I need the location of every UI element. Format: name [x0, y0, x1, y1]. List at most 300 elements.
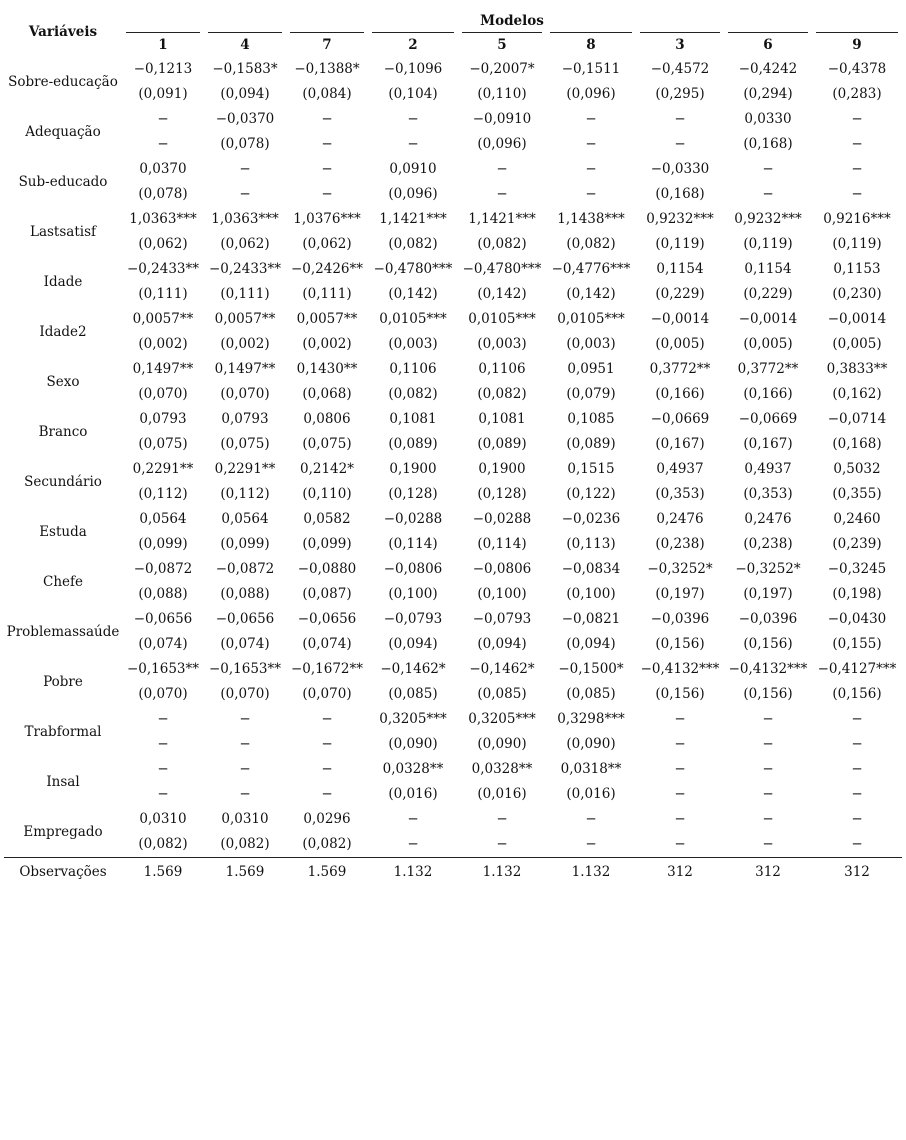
std-error-cell: (0,016) — [566, 786, 616, 802]
std-error-cell: − — [851, 136, 863, 152]
std-error-cell: (0,128) — [388, 486, 438, 502]
coef-row — [4, 357, 902, 382]
coefficient-cell: 0,5032 — [833, 461, 881, 477]
observations-value: 1.569 — [204, 857, 286, 885]
coefficient-cell: 0,0310 — [221, 811, 269, 827]
coef-row — [4, 807, 902, 832]
coefficient-cell: 1,0363*** — [211, 211, 279, 227]
std-error-cell: (0,128) — [477, 486, 527, 502]
std-error-cell: − — [321, 186, 333, 202]
std-error-row — [4, 732, 902, 757]
coefficient-cell: 1,0376*** — [293, 211, 361, 227]
std-error-cell: (0,082) — [566, 236, 616, 252]
std-error-cell: (0,355) — [832, 486, 882, 502]
std-error-cell: (0,074) — [138, 636, 188, 652]
coefficient-cell: − — [851, 761, 863, 777]
std-error-cell: (0,070) — [220, 386, 270, 402]
coefficient-cell: 0,2476 — [656, 511, 704, 527]
coefficient-cell: 0,1497** — [214, 361, 276, 377]
std-error-cell: (0,168) — [743, 136, 793, 152]
std-error-cell: (0,003) — [566, 336, 616, 352]
coefficient-cell: −0,1583* — [212, 61, 278, 77]
std-error-cell: (0,089) — [388, 436, 438, 452]
std-error-cell: (0,075) — [138, 436, 188, 452]
coefficient-cell: −0,4132*** — [640, 661, 720, 677]
coefficient-cell: 0,0105*** — [379, 311, 447, 327]
model-number: 2 — [368, 31, 458, 57]
coefficient-cell: − — [762, 711, 774, 727]
std-error-cell: (0,119) — [832, 236, 882, 252]
std-error-cell: (0,094) — [388, 636, 438, 652]
std-error-cell: − — [321, 786, 333, 802]
coefficient-cell: 0,9216*** — [823, 211, 891, 227]
model-number: 1 — [122, 31, 204, 57]
std-error-cell: − — [762, 786, 774, 802]
coef-row — [4, 707, 902, 732]
std-error-row — [4, 282, 902, 307]
observations-label: Observações — [4, 857, 122, 885]
coefficient-cell: − — [851, 111, 863, 127]
std-error-cell: (0,002) — [220, 336, 270, 352]
coefficient-cell: − — [762, 761, 774, 777]
coefficient-cell: − — [321, 761, 333, 777]
model-number: 6 — [724, 31, 812, 57]
coefficient-cell: 0,0370 — [139, 161, 187, 177]
coef-row — [4, 57, 902, 82]
std-error-cell: (0,096) — [477, 136, 527, 152]
coefficient-cell: −0,4127*** — [817, 661, 897, 677]
coefficient-cell: 0,0318** — [560, 761, 622, 777]
observations-value: 1.132 — [458, 857, 546, 885]
variable-label: Pobre — [43, 674, 83, 690]
coefficient-cell: −0,0834 — [561, 561, 621, 577]
std-error-row — [4, 582, 902, 607]
std-error-row — [4, 782, 902, 807]
std-error-row — [4, 432, 902, 457]
coef-row — [4, 307, 902, 332]
coefficient-cell: −0,0330 — [650, 161, 710, 177]
std-error-cell: − — [762, 736, 774, 752]
table-header — [4, 6, 902, 57]
std-error-cell: (0,142) — [388, 286, 438, 302]
std-error-cell: (0,005) — [832, 336, 882, 352]
coefficient-cell: 0,0310 — [139, 811, 187, 827]
coefficient-cell: −0,0656 — [133, 611, 193, 627]
coefficient-cell: − — [239, 711, 251, 727]
coef-row — [4, 557, 902, 582]
std-error-row — [4, 382, 902, 407]
coefficient-cell: −0,0288 — [383, 511, 443, 527]
coefficient-cell: − — [762, 811, 774, 827]
std-error-row — [4, 232, 902, 257]
coefficient-cell: − — [762, 161, 774, 177]
coefficient-cell: −0,0806 — [472, 561, 532, 577]
std-error-cell: (0,099) — [302, 536, 352, 552]
std-error-cell: − — [585, 836, 597, 852]
coef-row — [4, 507, 902, 532]
coefficient-cell: −0,0821 — [561, 611, 621, 627]
coefficient-cell: 0,2142* — [300, 461, 354, 477]
observations-value: 312 — [636, 857, 724, 885]
coefficient-cell: −0,0396 — [738, 611, 798, 627]
coefficient-cell: 0,3205*** — [468, 711, 536, 727]
model-number: 3 — [636, 31, 724, 57]
std-error-cell: − — [496, 836, 508, 852]
coefficient-cell: −0,0880 — [297, 561, 357, 577]
variable-label: Sexo — [46, 374, 80, 390]
std-error-cell: (0,112) — [220, 486, 270, 502]
coefficient-cell: −0,1213 — [133, 61, 193, 77]
std-error-cell: (0,229) — [743, 286, 793, 302]
std-error-cell: − — [762, 836, 774, 852]
coefficient-cell: −0,1500* — [558, 661, 624, 677]
std-error-cell: (0,238) — [655, 536, 705, 552]
std-error-cell: (0,074) — [220, 636, 270, 652]
std-error-cell: (0,082) — [220, 836, 270, 852]
std-error-cell: (0,068) — [302, 386, 352, 402]
std-error-cell: (0,167) — [743, 436, 793, 452]
std-error-cell: (0,110) — [302, 486, 352, 502]
coefficient-cell: 0,0793 — [139, 411, 187, 427]
coefficient-cell: −0,4132*** — [728, 661, 808, 677]
coefficient-cell: 0,0910 — [389, 161, 437, 177]
std-error-cell: (0,070) — [302, 686, 352, 702]
std-error-cell: (0,082) — [477, 386, 527, 402]
std-error-cell: (0,090) — [477, 736, 527, 752]
coefficient-cell: −0,1388* — [294, 61, 360, 77]
coefficient-cell: 1,1421*** — [379, 211, 447, 227]
std-error-cell: (0,119) — [655, 236, 705, 252]
coefficient-cell: − — [321, 161, 333, 177]
regression-table — [4, 6, 902, 885]
std-error-cell: (0,283) — [832, 86, 882, 102]
coefficient-cell: 0,9232*** — [734, 211, 802, 227]
std-error-cell: (0,111) — [138, 286, 188, 302]
models-header: Modelos — [480, 13, 544, 29]
std-error-cell: (0,110) — [477, 86, 527, 102]
std-error-cell: (0,005) — [655, 336, 705, 352]
std-error-cell: (0,085) — [388, 686, 438, 702]
coef-row — [4, 157, 902, 182]
std-error-cell: (0,091) — [138, 86, 188, 102]
std-error-cell: (0,230) — [832, 286, 882, 302]
coefficient-cell: −0,0793 — [383, 611, 443, 627]
std-error-cell: − — [239, 736, 251, 752]
coefficient-cell: 0,1900 — [478, 461, 526, 477]
coefficient-cell: −0,0014 — [650, 311, 710, 327]
variable-label: Trabformal — [24, 724, 102, 740]
std-error-cell: (0,078) — [220, 136, 270, 152]
std-error-cell: (0,197) — [743, 586, 793, 602]
model-number: 7 — [286, 31, 368, 57]
std-error-cell: − — [496, 186, 508, 202]
std-error-cell: (0,142) — [566, 286, 616, 302]
std-error-cell: − — [157, 786, 169, 802]
variable-label: Adequação — [25, 124, 101, 140]
std-error-cell: (0,085) — [566, 686, 616, 702]
std-error-cell: (0,122) — [566, 486, 616, 502]
coefficient-cell: − — [674, 761, 686, 777]
coef-row — [4, 657, 902, 682]
coefficient-cell: 0,1154 — [744, 261, 792, 277]
coefficient-cell: 0,0296 — [303, 811, 351, 827]
coefficient-cell: −0,0910 — [472, 111, 532, 127]
std-error-cell: (0,062) — [220, 236, 270, 252]
coefficient-cell: − — [239, 761, 251, 777]
coefficient-cell: −0,1653** — [208, 661, 282, 677]
coefficient-cell: 0,2460 — [833, 511, 881, 527]
std-error-cell: (0,197) — [655, 586, 705, 602]
coefficient-cell: 0,1106 — [389, 361, 437, 377]
std-error-cell: (0,062) — [302, 236, 352, 252]
std-error-cell: (0,166) — [743, 386, 793, 402]
std-error-cell: (0,003) — [388, 336, 438, 352]
coefficient-cell: 0,1106 — [478, 361, 526, 377]
std-error-cell: (0,112) — [138, 486, 188, 502]
variable-label: Secundário — [24, 474, 102, 490]
coefficient-cell: 0,3205*** — [379, 711, 447, 727]
coefficient-cell: − — [321, 111, 333, 127]
std-error-cell: (0,089) — [566, 436, 616, 452]
coefficient-cell: 0,1154 — [656, 261, 704, 277]
coefficient-cell: − — [496, 811, 508, 827]
std-error-cell: (0,166) — [655, 386, 705, 402]
coefficient-cell: −0,0430 — [827, 611, 887, 627]
observations-value: 1.569 — [122, 857, 204, 885]
coefficient-cell: − — [157, 761, 169, 777]
std-error-row — [4, 332, 902, 357]
std-error-cell: (0,156) — [655, 686, 705, 702]
std-error-cell: (0,085) — [477, 686, 527, 702]
coefficient-cell: −0,2007* — [469, 61, 535, 77]
std-error-cell: (0,114) — [388, 536, 438, 552]
std-error-cell: (0,082) — [388, 386, 438, 402]
std-error-cell: (0,168) — [655, 186, 705, 202]
coefficient-cell: −0,1462* — [469, 661, 535, 677]
observations-value: 1.569 — [286, 857, 368, 885]
std-error-cell: (0,119) — [743, 236, 793, 252]
std-error-cell: (0,104) — [388, 86, 438, 102]
coefficient-cell: 0,0330 — [744, 111, 792, 127]
coefficient-cell: − — [851, 161, 863, 177]
std-error-row — [4, 632, 902, 657]
coefficient-cell: 0,2476 — [744, 511, 792, 527]
std-error-cell: (0,229) — [655, 286, 705, 302]
std-error-cell: (0,239) — [832, 536, 882, 552]
std-error-cell: (0,078) — [138, 186, 188, 202]
std-error-row — [4, 132, 902, 157]
std-error-cell: (0,002) — [302, 336, 352, 352]
model-number: 4 — [204, 31, 286, 57]
coefficient-cell: − — [157, 111, 169, 127]
std-error-cell: (0,142) — [477, 286, 527, 302]
coefficient-cell: 0,0328** — [382, 761, 444, 777]
std-error-cell: − — [585, 186, 597, 202]
std-error-cell: − — [321, 136, 333, 152]
coefficient-cell: 0,0951 — [567, 361, 615, 377]
coefficient-cell: −0,0370 — [215, 111, 275, 127]
coefficient-cell: 0,0057** — [214, 311, 276, 327]
std-error-cell: (0,353) — [743, 486, 793, 502]
coefficient-cell: −0,0872 — [215, 561, 275, 577]
std-error-row — [4, 82, 902, 107]
std-error-cell: (0,090) — [566, 736, 616, 752]
variable-label: Sub-educado — [18, 174, 108, 190]
coefficient-cell: − — [157, 711, 169, 727]
std-error-row — [4, 682, 902, 707]
coefficient-cell: −0,0656 — [215, 611, 275, 627]
coefficient-cell: 0,2291** — [214, 461, 276, 477]
std-error-cell: − — [239, 786, 251, 802]
coefficient-cell: − — [407, 111, 419, 127]
coefficient-cell: − — [585, 111, 597, 127]
coefficient-cell: −0,0669 — [650, 411, 710, 427]
std-error-cell: (0,100) — [388, 586, 438, 602]
coef-row — [4, 607, 902, 632]
coefficient-cell: − — [674, 111, 686, 127]
std-error-cell: (0,084) — [302, 86, 352, 102]
std-error-cell: (0,156) — [743, 636, 793, 652]
variable-label: Idade — [43, 274, 83, 290]
coefficient-cell: −0,2433** — [208, 261, 282, 277]
std-error-cell: (0,087) — [302, 586, 352, 602]
std-error-cell: (0,003) — [477, 336, 527, 352]
coefficient-cell: −0,0396 — [650, 611, 710, 627]
coefficient-cell: −0,0656 — [297, 611, 357, 627]
std-error-row — [4, 832, 902, 857]
coef-row — [4, 407, 902, 432]
coefficient-cell: −0,3245 — [827, 561, 887, 577]
std-error-cell: − — [407, 136, 419, 152]
coef-row — [4, 457, 902, 482]
variable-label: Chefe — [43, 574, 83, 590]
coefficient-cell: 1,1421*** — [468, 211, 536, 227]
coefficient-cell: −0,2426** — [290, 261, 364, 277]
coef-row — [4, 107, 902, 132]
std-error-cell: (0,005) — [743, 336, 793, 352]
variable-label: Problemassaúde — [6, 624, 120, 640]
coefficient-cell: −0,0014 — [738, 311, 798, 327]
std-error-cell: (0,075) — [302, 436, 352, 452]
std-error-cell: (0,094) — [220, 86, 270, 102]
std-error-cell: (0,082) — [477, 236, 527, 252]
std-error-cell: (0,096) — [566, 86, 616, 102]
coefficient-cell: − — [496, 161, 508, 177]
std-error-cell: − — [674, 786, 686, 802]
std-error-cell: − — [157, 736, 169, 752]
coefficient-cell: − — [674, 811, 686, 827]
model-number: 9 — [812, 31, 902, 57]
coefficient-cell: −0,4378 — [827, 61, 887, 77]
std-error-cell: (0,070) — [220, 686, 270, 702]
coefficient-cell: 0,3833** — [826, 361, 888, 377]
std-error-cell: − — [585, 136, 597, 152]
observations-value: 312 — [812, 857, 902, 885]
std-error-cell: (0,082) — [302, 836, 352, 852]
std-error-cell: (0,094) — [477, 636, 527, 652]
std-error-cell: (0,089) — [477, 436, 527, 452]
coefficient-cell: 1,0363*** — [129, 211, 197, 227]
variable-label: Insal — [46, 774, 80, 790]
coefficient-cell: 0,2291** — [132, 461, 194, 477]
std-error-cell: (0,079) — [566, 386, 616, 402]
coefficient-cell: 0,0582 — [303, 511, 351, 527]
coefficient-cell: 0,1085 — [567, 411, 615, 427]
coefficient-cell: 0,0105*** — [557, 311, 625, 327]
std-error-cell: (0,156) — [832, 686, 882, 702]
std-error-cell: (0,090) — [388, 736, 438, 752]
coefficient-cell: 0,0806 — [303, 411, 351, 427]
coefficient-cell: 0,1497** — [132, 361, 194, 377]
coefficient-cell: −0,0288 — [472, 511, 532, 527]
coefficient-cell: 0,9232*** — [646, 211, 714, 227]
std-error-cell: (0,082) — [138, 836, 188, 852]
coefficient-cell: 0,4937 — [656, 461, 704, 477]
std-error-cell: − — [851, 836, 863, 852]
coefficient-cell: − — [239, 161, 251, 177]
std-error-cell: (0,088) — [220, 586, 270, 602]
coefficient-cell: 0,1081 — [389, 411, 437, 427]
std-error-cell: (0,082) — [388, 236, 438, 252]
coef-row — [4, 257, 902, 282]
std-error-cell: (0,168) — [832, 436, 882, 452]
std-error-cell: (0,094) — [566, 636, 616, 652]
std-error-cell: (0,294) — [743, 86, 793, 102]
std-error-cell: (0,100) — [566, 586, 616, 602]
observations-value: 1.132 — [368, 857, 458, 885]
variable-label: Empregado — [23, 824, 103, 840]
std-error-cell: (0,198) — [832, 586, 882, 602]
coefficient-cell: −0,0872 — [133, 561, 193, 577]
coefficient-cell: − — [851, 711, 863, 727]
std-error-cell: − — [674, 136, 686, 152]
variable-label: Estuda — [39, 524, 87, 540]
coefficient-cell: − — [851, 811, 863, 827]
std-error-row — [4, 482, 902, 507]
coef-row — [4, 757, 902, 782]
std-error-cell: − — [239, 186, 251, 202]
model-number: 5 — [458, 31, 546, 57]
std-error-cell: (0,070) — [138, 686, 188, 702]
observations-row — [4, 857, 902, 885]
variable-label: Sobre-educação — [8, 74, 118, 90]
std-error-cell: − — [851, 786, 863, 802]
std-error-cell: (0,002) — [138, 336, 188, 352]
coefficient-cell: −0,4780*** — [462, 261, 542, 277]
coefficient-cell: 0,1900 — [389, 461, 437, 477]
std-error-cell: (0,100) — [477, 586, 527, 602]
coef-row — [4, 207, 902, 232]
coefficient-cell: 0,0057** — [132, 311, 194, 327]
coefficient-cell: − — [674, 711, 686, 727]
model-number: 8 — [546, 31, 636, 57]
coefficient-cell: −0,1096 — [383, 61, 443, 77]
std-error-cell: (0,074) — [302, 636, 352, 652]
std-error-cell: (0,099) — [138, 536, 188, 552]
coefficient-cell: −0,1511 — [561, 61, 621, 77]
coefficient-cell: −0,3252* — [647, 561, 713, 577]
coefficient-cell: − — [585, 161, 597, 177]
variables-header: Variáveis — [28, 23, 98, 40]
std-error-cell: (0,114) — [477, 536, 527, 552]
coefficient-cell: −0,0714 — [827, 411, 887, 427]
coefficient-cell: 0,1430** — [296, 361, 358, 377]
std-error-cell: (0,070) — [138, 386, 188, 402]
coefficient-cell: 0,1515 — [567, 461, 615, 477]
std-error-row — [4, 532, 902, 557]
std-error-cell: − — [851, 186, 863, 202]
std-error-cell: (0,075) — [220, 436, 270, 452]
